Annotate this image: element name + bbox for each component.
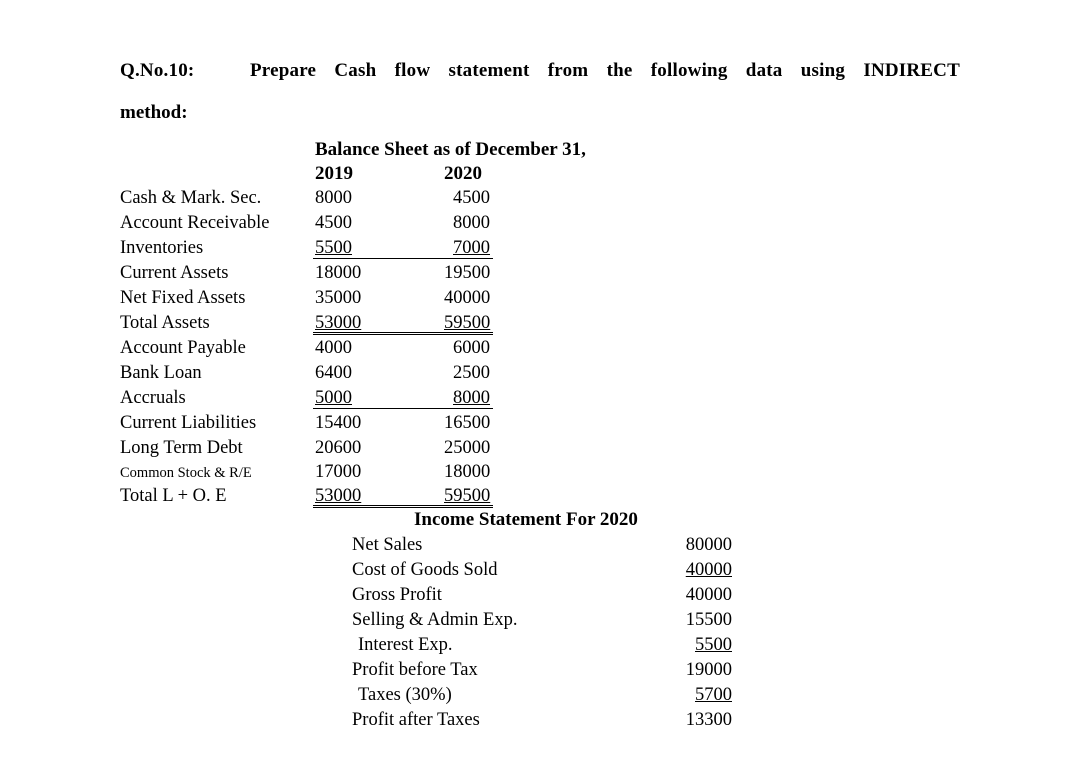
row-label: Total Assets [120,313,210,333]
row-value: 40000 [685,585,732,605]
question-word: Cash [334,60,377,81]
row-value: 5700 [695,685,732,705]
value-2019: 4000 [315,338,352,358]
income-row-net-sales [352,535,732,560]
row-label: Net Fixed Assets [120,288,246,308]
row-label: Total L + O. E [120,486,227,506]
question-line [120,60,960,82]
row-label: Current Liabilities [120,413,257,433]
question-word: the [606,60,633,81]
question-word: from [547,60,589,81]
row-label: Cash & Mark. Sec. [120,188,262,208]
value-2019: 18000 [315,263,362,283]
total-double-rule [313,505,493,508]
row-value: 13300 [685,710,732,730]
question-number: Q.No.10: [120,60,195,81]
value-2019: 5000 [315,388,352,408]
question-word: INDIRECT [863,60,960,81]
subtotal-rule [313,408,493,409]
row-label: Profit before Tax [352,660,478,680]
row-label: Selling & Admin Exp. [352,610,518,630]
question-text-continued: method: [120,102,188,123]
value-2019: 5500 [315,238,352,258]
question-word: flow [394,60,431,81]
value-2019: 17000 [315,462,362,482]
total-double-rule [313,332,493,335]
question-word: using [800,60,846,81]
year-2020-header: 2020 [444,163,482,184]
row-label: Inventories [120,238,204,258]
value-2020: 4500 [453,188,490,208]
row-label: Account Payable [120,338,246,358]
row-label: Account Receivable [120,213,270,233]
row-value: 15500 [685,610,732,630]
value-2020: 19500 [444,263,491,283]
row-label: Interest Exp. [358,635,453,655]
value-2020: 6000 [453,338,490,358]
income-statement-title: Income Statement For 2020 [414,509,638,530]
row-value: 5500 [695,635,732,655]
row-label: Taxes (30%) [358,685,452,705]
question-word: data [745,60,783,81]
value-2020: 7000 [453,238,490,258]
row-label: Current Assets [120,263,229,283]
year-2019-header: 2019 [315,163,353,184]
row-label: Net Sales [352,535,423,555]
value-2020: 8000 [453,213,490,233]
income-row-taxes [352,685,732,710]
subtotal-rule [313,258,493,259]
value-2019: 15400 [315,413,362,433]
value-2020: 18000 [444,462,491,482]
income-row-gross-profit [352,585,732,610]
row-value: 19000 [685,660,732,680]
question-word: Prepare [250,60,317,81]
row-label: Cost of Goods Sold [352,560,498,580]
income-row-profit-after-tax [352,710,732,735]
value-2020: 16500 [444,413,491,433]
value-2019: 8000 [315,188,352,208]
row-label: Common Stock & R/E [120,465,252,481]
row-value: 40000 [685,560,732,580]
income-row-selling-admin [352,610,732,635]
row-label: Bank Loan [120,363,202,383]
row-value: 80000 [685,535,732,555]
value-2019: 4500 [315,213,352,233]
balance-sheet-title: Balance Sheet as of December 31, [315,139,586,160]
value-2019: 53000 [315,313,362,333]
value-2020: 8000 [453,388,490,408]
value-2020: 59500 [444,486,491,506]
value-2020: 25000 [444,438,491,458]
value-2019: 6400 [315,363,352,383]
row-label: Long Term Debt [120,438,243,458]
income-row-interest [352,635,732,660]
question-word: following [650,60,728,81]
value-2020: 40000 [444,288,491,308]
row-label: Profit after Taxes [352,710,480,730]
value-2020: 2500 [453,363,490,383]
row-label: Accruals [120,388,186,408]
question-text [250,60,960,82]
row-label: Gross Profit [352,585,442,605]
income-row-profit-before-tax [352,660,732,685]
value-2019: 20600 [315,438,362,458]
value-2019: 53000 [315,486,362,506]
income-row-cogs [352,560,732,585]
question-word: statement [448,60,530,81]
value-2020: 59500 [444,313,491,333]
value-2019: 35000 [315,288,362,308]
